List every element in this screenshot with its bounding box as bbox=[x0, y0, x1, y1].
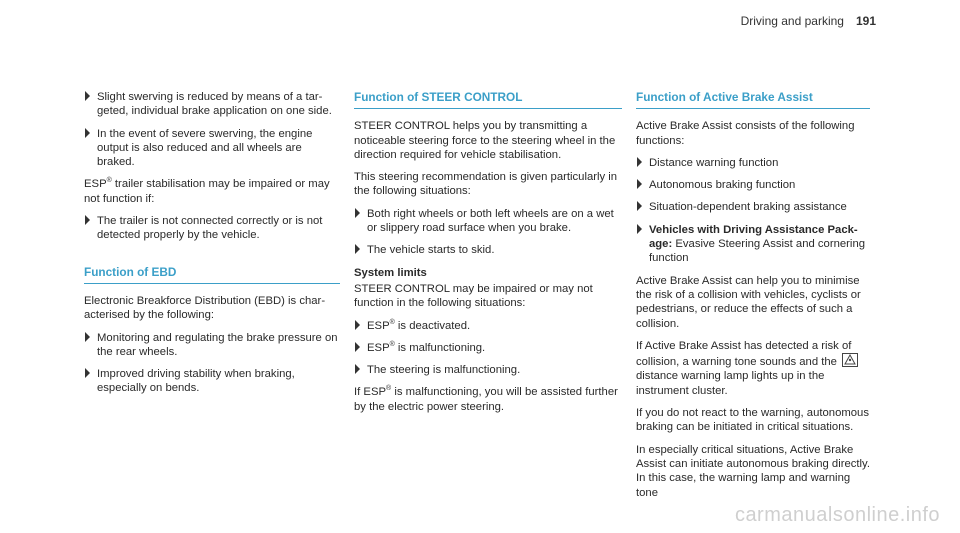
list-item: The trailer is not connected correctly or is not detected properly by the vehicle. bbox=[84, 214, 340, 243]
list-item: ESP® is malfunctioning. bbox=[354, 341, 622, 355]
list-item: Vehicles with Driving Assistance Package: Evasive Steering Assist and cornering function bbox=[636, 223, 870, 266]
section-heading-steer-control: Function of STEER CONTROL bbox=[354, 90, 622, 109]
distance-warning-lamp-icon bbox=[842, 353, 858, 367]
list-item: Both right wheels or both left wheels are on a wet or slippery road surface when you brake. bbox=[354, 207, 622, 236]
collision-warning-paragraph: If Active Brake Assist has detected a risk of collision, a warning tone sounds and the distance warning lamp lights up in the instrument cluster. bbox=[636, 339, 870, 398]
brake-assist-benefit: Active Brake Assist can help you to minimise the risk of a collision with vehicles, cyclists or pedestrians, or reduce the effects of such a collision. bbox=[636, 274, 861, 330]
system-limits-heading: System limits bbox=[354, 266, 427, 279]
system-limits-intro: STEER CONTROL may be impaired or may not function in the following situations: bbox=[354, 282, 593, 310]
list-item: In the event of severe swerving, the engine output is also reduced and all wheels are braked. bbox=[84, 127, 340, 170]
section-heading-active-brake-assist: Function of Active Brake Assist bbox=[636, 90, 870, 109]
esp-trailer-paragraph: ESP® trailer stabilisation may be impaired or may not function if: bbox=[84, 177, 330, 205]
list-item: The steering is malfunctioning. bbox=[354, 363, 622, 377]
column-2 bbox=[354, 90, 622, 422]
column-1 bbox=[84, 90, 340, 404]
section-title: Driving and parking bbox=[740, 14, 844, 28]
esp-malfunction-paragraph: If ESP® is malfunctioning, you will be assisted further by the electric power steering. bbox=[354, 385, 618, 413]
critical-situations-text: In especially critical situations, Active Brake Assist can initiate autonomous braking directly. In this case, the warning lamp and warning tone bbox=[636, 443, 871, 499]
steer-recommendation-text: This steering recommendation is given particularly in the following situations: bbox=[354, 171, 618, 198]
column-3 bbox=[636, 90, 870, 508]
section-heading-ebd: Function of EBD bbox=[84, 265, 340, 284]
active-brake-intro: Active Brake Assist consists of the following functions: bbox=[636, 120, 855, 147]
list-item: Distance warning function bbox=[636, 156, 870, 170]
steer-control-intro: STEER CONTROL helps you by transmitting a noticeable steering force to the steering wheel in the direction required for vehicle stabilisation. bbox=[354, 120, 616, 161]
ebd-intro: Electronic Breakforce Distribution (EBD) is characterised by the following: bbox=[84, 294, 326, 322]
list-item: Situation-dependent braking assistance bbox=[636, 200, 870, 214]
page-number: 191 bbox=[855, 14, 876, 28]
list-item: The vehicle starts to skid. bbox=[354, 243, 622, 257]
watermark: carmanualsonline.info bbox=[734, 504, 940, 526]
list-item: Improved driving stability when braking, especially on bends. bbox=[84, 367, 340, 396]
list-item: Monitoring and regulating the brake pressure on the rear wheels. bbox=[84, 331, 340, 360]
page-header bbox=[741, 14, 876, 28]
autonomous-braking-text: If you do not react to the warning, autonomous braking can be initiated in critical situations. bbox=[636, 407, 869, 434]
list-item: Autonomous braking function bbox=[636, 178, 870, 192]
list-item: ESP® is deactivated. bbox=[354, 319, 622, 333]
list-item: Slight swerving is reduced by means of a targeted, individual brake application on one side. bbox=[84, 90, 340, 119]
